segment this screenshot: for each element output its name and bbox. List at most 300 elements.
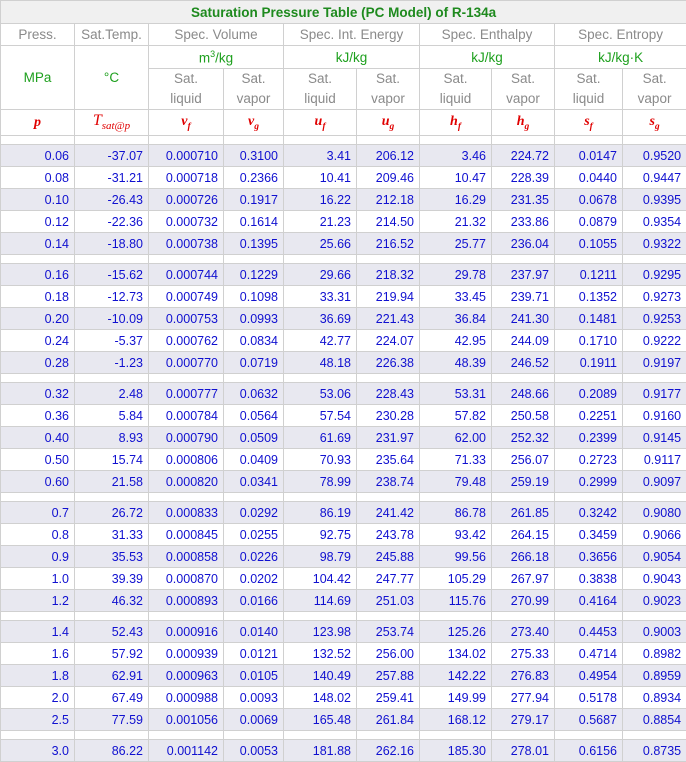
cell-hg: 277.94 bbox=[492, 687, 555, 709]
cell-sf: 0.4453 bbox=[555, 621, 623, 643]
cell-vf: 0.000710 bbox=[149, 145, 224, 167]
cell-ug: 206.12 bbox=[357, 145, 420, 167]
cell-ug: 221.43 bbox=[357, 308, 420, 330]
cell-uf: 10.41 bbox=[284, 167, 357, 189]
cell-sat-temp: 86.22 bbox=[75, 740, 149, 762]
cell-sat-temp: -22.36 bbox=[75, 211, 149, 233]
symbol-hf: $h_f$ bbox=[420, 110, 492, 136]
cell-pressure: 0.08 bbox=[1, 167, 75, 189]
cell-vg: 0.0564 bbox=[224, 405, 284, 427]
cell-vf: 0.000870 bbox=[149, 568, 224, 590]
cell-sg: 0.9253 bbox=[623, 308, 686, 330]
spacer-cell bbox=[492, 374, 555, 383]
spacer-cell bbox=[149, 731, 224, 740]
cell-sf: 0.0440 bbox=[555, 167, 623, 189]
cell-pressure: 3.0 bbox=[1, 740, 75, 762]
cell-ug: 247.77 bbox=[357, 568, 420, 590]
cell-sg: 0.9177 bbox=[623, 383, 686, 405]
cell-uf: 123.98 bbox=[284, 621, 357, 643]
cell-sg: 0.9295 bbox=[623, 264, 686, 286]
group-spacer bbox=[1, 374, 686, 383]
cell-uf: 140.49 bbox=[284, 665, 357, 687]
cell-sat-temp: 15.74 bbox=[75, 449, 149, 471]
symbol-sf: $s_f$ bbox=[555, 110, 623, 136]
unit-energy: kJ/kg bbox=[284, 46, 420, 69]
table-row bbox=[1, 740, 686, 762]
cell-sat-temp: 46.32 bbox=[75, 590, 149, 612]
cell-uf: 53.06 bbox=[284, 383, 357, 405]
unit-volume: $m^3/kg$ bbox=[149, 46, 284, 69]
spacer-cell bbox=[149, 493, 224, 502]
cell-hg: 246.52 bbox=[492, 352, 555, 374]
sub-entropy-vapor: Sat. vapor bbox=[623, 69, 686, 110]
cell-sg: 0.9066 bbox=[623, 524, 686, 546]
cell-hf: 134.02 bbox=[420, 643, 492, 665]
table-row bbox=[1, 308, 686, 330]
cell-uf: 70.93 bbox=[284, 449, 357, 471]
cell-uf: 181.88 bbox=[284, 740, 357, 762]
cell-vf: 0.000738 bbox=[149, 233, 224, 255]
cell-sg: 0.9003 bbox=[623, 621, 686, 643]
spacer-cell bbox=[75, 136, 149, 145]
cell-uf: 78.99 bbox=[284, 471, 357, 493]
cell-sat-temp: -15.62 bbox=[75, 264, 149, 286]
cell-sf: 0.1211 bbox=[555, 264, 623, 286]
cell-hg: 278.01 bbox=[492, 740, 555, 762]
cell-vf: 0.000845 bbox=[149, 524, 224, 546]
symbol-uf: $u_f$ bbox=[284, 110, 357, 136]
cell-pressure: 0.12 bbox=[1, 211, 75, 233]
spacer-cell bbox=[555, 255, 623, 264]
cell-sat-temp: 77.59 bbox=[75, 709, 149, 731]
spacer-cell bbox=[75, 374, 149, 383]
spacer-cell bbox=[357, 731, 420, 740]
cell-pressure: 1.6 bbox=[1, 643, 75, 665]
cell-sat-temp: -5.37 bbox=[75, 330, 149, 352]
cell-vf: 0.000858 bbox=[149, 546, 224, 568]
cell-sf: 0.5687 bbox=[555, 709, 623, 731]
cell-vf: 0.000770 bbox=[149, 352, 224, 374]
cell-uf: 25.66 bbox=[284, 233, 357, 255]
cell-hg: 264.15 bbox=[492, 524, 555, 546]
cell-sf: 0.2399 bbox=[555, 427, 623, 449]
cell-pressure: 1.0 bbox=[1, 568, 75, 590]
cell-sg: 0.8735 bbox=[623, 740, 686, 762]
cell-vg: 0.0166 bbox=[224, 590, 284, 612]
cell-vg: 0.0719 bbox=[224, 352, 284, 374]
group-spacer bbox=[1, 731, 686, 740]
cell-hg: 259.19 bbox=[492, 471, 555, 493]
cell-hg: 275.33 bbox=[492, 643, 555, 665]
cell-hg: 250.58 bbox=[492, 405, 555, 427]
spacer-cell bbox=[149, 136, 224, 145]
cell-vg: 0.3100 bbox=[224, 145, 284, 167]
spacer-cell bbox=[623, 374, 686, 383]
cell-vf: 0.000732 bbox=[149, 211, 224, 233]
table-title: Saturation Pressure Table (PC Model) of R-134a bbox=[1, 1, 686, 24]
cell-ug: 209.46 bbox=[357, 167, 420, 189]
cell-hg: 267.97 bbox=[492, 568, 555, 590]
symbol-p: p bbox=[1, 110, 75, 136]
cell-sg: 0.8854 bbox=[623, 709, 686, 731]
sub-enthalpy-liquid: Sat. liquid bbox=[420, 69, 492, 110]
cell-uf: 165.48 bbox=[284, 709, 357, 731]
unit-enthalpy: kJ/kg bbox=[420, 46, 555, 69]
cell-vg: 0.0509 bbox=[224, 427, 284, 449]
cell-pressure: 1.2 bbox=[1, 590, 75, 612]
cell-uf: 86.19 bbox=[284, 502, 357, 524]
cell-uf: 104.42 bbox=[284, 568, 357, 590]
cell-ug: 216.52 bbox=[357, 233, 420, 255]
cell-hf: 33.45 bbox=[420, 286, 492, 308]
cell-sf: 0.4714 bbox=[555, 643, 623, 665]
cell-sat-temp: -37.07 bbox=[75, 145, 149, 167]
table-row bbox=[1, 233, 686, 255]
header-spec-volume: Spec. Volume bbox=[149, 24, 284, 46]
cell-hg: 276.83 bbox=[492, 665, 555, 687]
header-press: Press. bbox=[1, 24, 75, 46]
spacer-cell bbox=[357, 374, 420, 383]
cell-vg: 0.0202 bbox=[224, 568, 284, 590]
cell-sat-temp: 21.58 bbox=[75, 471, 149, 493]
cell-ug: 235.64 bbox=[357, 449, 420, 471]
cell-ug: 262.16 bbox=[357, 740, 420, 762]
cell-hg: 241.30 bbox=[492, 308, 555, 330]
cell-pressure: 0.7 bbox=[1, 502, 75, 524]
table-row bbox=[1, 643, 686, 665]
cell-hg: 252.32 bbox=[492, 427, 555, 449]
symbol-hg: $h_g$ bbox=[492, 110, 555, 136]
spacer-cell bbox=[224, 612, 284, 621]
spacer-cell bbox=[623, 255, 686, 264]
cell-sg: 0.9447 bbox=[623, 167, 686, 189]
spacer-cell bbox=[623, 731, 686, 740]
cell-pressure: 0.8 bbox=[1, 524, 75, 546]
cell-vg: 0.0093 bbox=[224, 687, 284, 709]
cell-uf: 33.31 bbox=[284, 286, 357, 308]
spacer-cell bbox=[420, 493, 492, 502]
cell-sf: 0.1911 bbox=[555, 352, 623, 374]
cell-uf: 29.66 bbox=[284, 264, 357, 286]
spacer-cell bbox=[224, 731, 284, 740]
cell-sg: 0.8934 bbox=[623, 687, 686, 709]
cell-sf: 0.2251 bbox=[555, 405, 623, 427]
cell-vg: 0.1614 bbox=[224, 211, 284, 233]
cell-hg: 261.85 bbox=[492, 502, 555, 524]
cell-ug: 214.50 bbox=[357, 211, 420, 233]
cell-sat-temp: -1.23 bbox=[75, 352, 149, 374]
cell-pressure: 1.4 bbox=[1, 621, 75, 643]
cell-hf: 57.82 bbox=[420, 405, 492, 427]
cell-hf: 149.99 bbox=[420, 687, 492, 709]
spacer-cell bbox=[149, 374, 224, 383]
cell-pressure: 0.36 bbox=[1, 405, 75, 427]
cell-sat-temp: -10.09 bbox=[75, 308, 149, 330]
cell-sf: 0.0879 bbox=[555, 211, 623, 233]
cell-pressure: 0.06 bbox=[1, 145, 75, 167]
cell-sg: 0.9097 bbox=[623, 471, 686, 493]
cell-vf: 0.000753 bbox=[149, 308, 224, 330]
cell-pressure: 2.0 bbox=[1, 687, 75, 709]
table-row bbox=[1, 471, 686, 493]
cell-vf: 0.000718 bbox=[149, 167, 224, 189]
cell-vf: 0.000820 bbox=[149, 471, 224, 493]
cell-ug: 212.18 bbox=[357, 189, 420, 211]
sub-enthalpy-vapor: Sat. vapor bbox=[492, 69, 555, 110]
header-spec-int-energy: Spec. Int. Energy bbox=[284, 24, 420, 46]
table-row bbox=[1, 524, 686, 546]
cell-hg: 270.99 bbox=[492, 590, 555, 612]
cell-hf: 142.22 bbox=[420, 665, 492, 687]
cell-sf: 0.5178 bbox=[555, 687, 623, 709]
cell-pressure: 0.32 bbox=[1, 383, 75, 405]
cell-ug: 231.97 bbox=[357, 427, 420, 449]
cell-sf: 0.3459 bbox=[555, 524, 623, 546]
cell-uf: 61.69 bbox=[284, 427, 357, 449]
cell-hf: 53.31 bbox=[420, 383, 492, 405]
cell-ug: 257.88 bbox=[357, 665, 420, 687]
cell-sat-temp: 31.33 bbox=[75, 524, 149, 546]
spacer-cell bbox=[623, 136, 686, 145]
cell-ug: 224.07 bbox=[357, 330, 420, 352]
cell-pressure: 2.5 bbox=[1, 709, 75, 731]
cell-sg: 0.9395 bbox=[623, 189, 686, 211]
cell-vg: 0.0341 bbox=[224, 471, 284, 493]
cell-pressure: 1.8 bbox=[1, 665, 75, 687]
cell-vf: 0.000726 bbox=[149, 189, 224, 211]
cell-vg: 0.1917 bbox=[224, 189, 284, 211]
spacer-cell bbox=[224, 255, 284, 264]
spacer-cell bbox=[623, 612, 686, 621]
cell-sat-temp: 52.43 bbox=[75, 621, 149, 643]
unit-temp: °C bbox=[75, 46, 149, 110]
spacer-cell bbox=[284, 731, 357, 740]
spacer-cell bbox=[492, 612, 555, 621]
cell-vg: 0.0834 bbox=[224, 330, 284, 352]
cell-vf: 0.000749 bbox=[149, 286, 224, 308]
spacer-cell bbox=[420, 731, 492, 740]
cell-uf: 16.22 bbox=[284, 189, 357, 211]
spacer-cell bbox=[149, 612, 224, 621]
cell-ug: 218.32 bbox=[357, 264, 420, 286]
table-row bbox=[1, 449, 686, 471]
cell-vg: 0.0121 bbox=[224, 643, 284, 665]
cell-sat-temp: 5.84 bbox=[75, 405, 149, 427]
table-row bbox=[1, 211, 686, 233]
spacer-cell bbox=[492, 493, 555, 502]
cell-sg: 0.9160 bbox=[623, 405, 686, 427]
cell-hf: 105.29 bbox=[420, 568, 492, 590]
cell-vf: 0.000963 bbox=[149, 665, 224, 687]
cell-hg: 233.86 bbox=[492, 211, 555, 233]
cell-sat-temp: 62.91 bbox=[75, 665, 149, 687]
cell-vg: 0.1395 bbox=[224, 233, 284, 255]
sub-vol-liquid: Sat. liquid bbox=[149, 69, 224, 110]
cell-sat-temp: 8.93 bbox=[75, 427, 149, 449]
cell-hf: 168.12 bbox=[420, 709, 492, 731]
cell-vf: 0.001142 bbox=[149, 740, 224, 762]
cell-uf: 21.23 bbox=[284, 211, 357, 233]
cell-sf: 0.1352 bbox=[555, 286, 623, 308]
spacer-cell bbox=[284, 374, 357, 383]
cell-pressure: 0.50 bbox=[1, 449, 75, 471]
cell-vg: 0.1098 bbox=[224, 286, 284, 308]
table-row bbox=[1, 709, 686, 731]
cell-hf: 42.95 bbox=[420, 330, 492, 352]
cell-vg: 0.0292 bbox=[224, 502, 284, 524]
cell-vg: 0.1229 bbox=[224, 264, 284, 286]
cell-hg: 231.35 bbox=[492, 189, 555, 211]
cell-hg: 239.71 bbox=[492, 286, 555, 308]
cell-pressure: 0.10 bbox=[1, 189, 75, 211]
spacer-cell bbox=[420, 255, 492, 264]
unit-entropy: kJ/kg·K bbox=[555, 46, 686, 69]
cell-hg: 237.97 bbox=[492, 264, 555, 286]
cell-sf: 0.1055 bbox=[555, 233, 623, 255]
spacer-cell bbox=[492, 731, 555, 740]
table-row bbox=[1, 167, 686, 189]
table-row bbox=[1, 590, 686, 612]
spacer-cell bbox=[420, 374, 492, 383]
header-spec-enthalpy: Spec. Enthalpy bbox=[420, 24, 555, 46]
cell-sf: 0.3656 bbox=[555, 546, 623, 568]
sub-entropy-liquid: Sat. liquid bbox=[555, 69, 623, 110]
sub-vol-vapor: Sat. vapor bbox=[224, 69, 284, 110]
spacer-cell bbox=[1, 136, 75, 145]
cell-hg: 244.09 bbox=[492, 330, 555, 352]
cell-uf: 148.02 bbox=[284, 687, 357, 709]
cell-hg: 236.04 bbox=[492, 233, 555, 255]
cell-sf: 0.0147 bbox=[555, 145, 623, 167]
cell-uf: 36.69 bbox=[284, 308, 357, 330]
spacer-cell bbox=[75, 493, 149, 502]
cell-sat-temp: -12.73 bbox=[75, 286, 149, 308]
spacer-cell bbox=[420, 136, 492, 145]
spacer-cell bbox=[284, 612, 357, 621]
cell-sat-temp: 2.48 bbox=[75, 383, 149, 405]
cell-uf: 92.75 bbox=[284, 524, 357, 546]
cell-vg: 0.0140 bbox=[224, 621, 284, 643]
cell-vg: 0.2366 bbox=[224, 167, 284, 189]
cell-pressure: 0.60 bbox=[1, 471, 75, 493]
cell-vf: 0.000784 bbox=[149, 405, 224, 427]
header-spec-entropy: Spec. Entropy bbox=[555, 24, 686, 46]
cell-uf: 57.54 bbox=[284, 405, 357, 427]
cell-sg: 0.8959 bbox=[623, 665, 686, 687]
spacer-cell bbox=[492, 136, 555, 145]
cell-hg: 279.17 bbox=[492, 709, 555, 731]
table-row bbox=[1, 427, 686, 449]
cell-uf: 3.41 bbox=[284, 145, 357, 167]
spacer-cell bbox=[1, 493, 75, 502]
cell-sg: 0.9054 bbox=[623, 546, 686, 568]
table-row bbox=[1, 665, 686, 687]
cell-pressure: 0.28 bbox=[1, 352, 75, 374]
cell-vf: 0.000790 bbox=[149, 427, 224, 449]
cell-vf: 0.000777 bbox=[149, 383, 224, 405]
cell-pressure: 0.9 bbox=[1, 546, 75, 568]
cell-sf: 0.6156 bbox=[555, 740, 623, 762]
group-spacer bbox=[1, 612, 686, 621]
cell-uf: 98.79 bbox=[284, 546, 357, 568]
cell-pressure: 0.40 bbox=[1, 427, 75, 449]
table-row bbox=[1, 145, 686, 167]
table-row bbox=[1, 568, 686, 590]
cell-hf: 185.30 bbox=[420, 740, 492, 762]
cell-sf: 0.3242 bbox=[555, 502, 623, 524]
cell-ug: 226.38 bbox=[357, 352, 420, 374]
cell-hf: 10.47 bbox=[420, 167, 492, 189]
cell-hg: 228.39 bbox=[492, 167, 555, 189]
spacer-cell bbox=[75, 255, 149, 264]
cell-ug: 253.74 bbox=[357, 621, 420, 643]
cell-hg: 266.18 bbox=[492, 546, 555, 568]
cell-hf: 3.46 bbox=[420, 145, 492, 167]
spacer-cell bbox=[224, 374, 284, 383]
cell-ug: 230.28 bbox=[357, 405, 420, 427]
cell-hf: 16.29 bbox=[420, 189, 492, 211]
cell-vf: 0.000893 bbox=[149, 590, 224, 612]
table-row bbox=[1, 405, 686, 427]
cell-sat-temp: -26.43 bbox=[75, 189, 149, 211]
spacer-cell bbox=[357, 612, 420, 621]
cell-sg: 0.9354 bbox=[623, 211, 686, 233]
cell-vf: 0.000744 bbox=[149, 264, 224, 286]
cell-vf: 0.000806 bbox=[149, 449, 224, 471]
spacer-cell bbox=[224, 136, 284, 145]
spacer-cell bbox=[75, 612, 149, 621]
cell-sg: 0.9023 bbox=[623, 590, 686, 612]
symbol-sg: $s_g$ bbox=[623, 110, 686, 136]
cell-hf: 62.00 bbox=[420, 427, 492, 449]
cell-vf: 0.000988 bbox=[149, 687, 224, 709]
spacer-cell bbox=[224, 493, 284, 502]
cell-ug: 228.43 bbox=[357, 383, 420, 405]
spacer-cell bbox=[555, 136, 623, 145]
cell-ug: 241.42 bbox=[357, 502, 420, 524]
cell-sf: 0.0678 bbox=[555, 189, 623, 211]
cell-ug: 261.84 bbox=[357, 709, 420, 731]
cell-sg: 0.9197 bbox=[623, 352, 686, 374]
spacer-cell bbox=[284, 493, 357, 502]
cell-sg: 0.9080 bbox=[623, 502, 686, 524]
group-spacer bbox=[1, 136, 686, 145]
unit-press: MPa bbox=[1, 46, 75, 110]
cell-sat-temp: 26.72 bbox=[75, 502, 149, 524]
spacer-cell bbox=[555, 493, 623, 502]
cell-vg: 0.0105 bbox=[224, 665, 284, 687]
cell-sg: 0.8982 bbox=[623, 643, 686, 665]
cell-sf: 0.2999 bbox=[555, 471, 623, 493]
cell-pressure: 0.24 bbox=[1, 330, 75, 352]
table-body bbox=[1, 136, 686, 762]
table-row bbox=[1, 383, 686, 405]
table-row bbox=[1, 546, 686, 568]
cell-hf: 71.33 bbox=[420, 449, 492, 471]
cell-sf: 0.4954 bbox=[555, 665, 623, 687]
cell-vf: 0.000939 bbox=[149, 643, 224, 665]
cell-sg: 0.9222 bbox=[623, 330, 686, 352]
cell-sf: 0.2089 bbox=[555, 383, 623, 405]
cell-vg: 0.0632 bbox=[224, 383, 284, 405]
symbol-vf: $v_f$ bbox=[149, 110, 224, 136]
cell-hf: 29.78 bbox=[420, 264, 492, 286]
cell-sg: 0.9043 bbox=[623, 568, 686, 590]
cell-hf: 93.42 bbox=[420, 524, 492, 546]
spacer-cell bbox=[284, 136, 357, 145]
cell-vg: 0.0226 bbox=[224, 546, 284, 568]
cell-sat-temp: -18.80 bbox=[75, 233, 149, 255]
